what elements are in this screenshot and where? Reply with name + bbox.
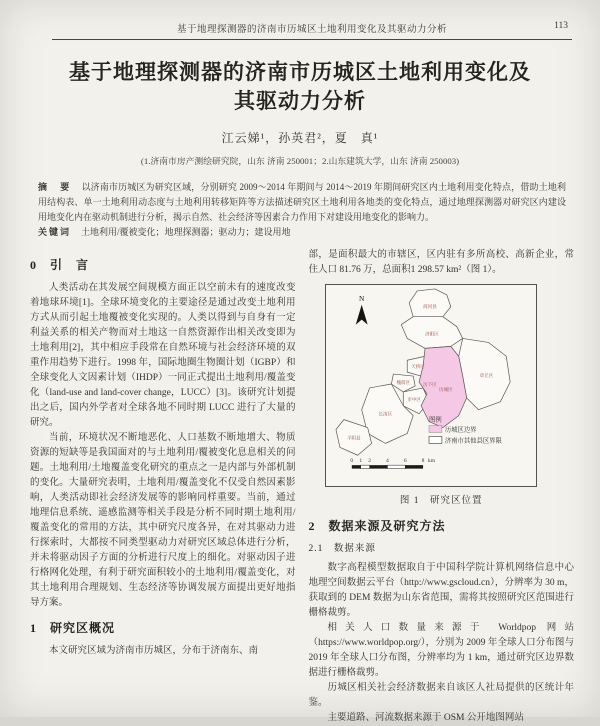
figure-1-study-area-map — [325, 284, 537, 487]
district-label: 平阴县 — [346, 435, 361, 441]
map-legend — [429, 415, 502, 445]
district-label: 历下区 — [422, 381, 437, 387]
section-0-paragraph-2: 当前，环境状况不断地恶化、人口基数不断地增大、物质资源的短缺等是我国面对的与土地利用/覆被变化息息相关的问题。土地利用/土地覆盖变化研究的重点之一是内部与外部机制的变化。大量研究表明，土地利用/覆盖变化不仅受自然因素影响，人类活动即社会经济发展等的影响同样重要。当前，通过地理信息系统、遥感监测等相关手段是分析不同时期土地利用/覆盖变化的常用的方法，其中研究尺度各异，在对其驱动力进行探索时，大都按不同类型驱动力对研究区域总体进行分析，并未将驱动因子方面的分析进行尺度上的细化。对驱动因子进行格网化处理，有利于研究面积较小的土地利用/覆盖变化，对其土地利用合理规划、生态经济等协调发展方面提出更好地指导方案。 — [30, 433, 296, 608]
article-title — [40, 58, 560, 116]
district-label: 槐荫区 — [395, 379, 410, 385]
keywords-text: 土地利用/覆被变化；地理探测器；驱动力；建设用地 — [81, 227, 291, 237]
article-title-line1: 基于地理探测器的济南市历城区土地利用变化及 — [69, 60, 531, 84]
section-2-heading: 2 数据来源及研究方法 — [308, 519, 446, 533]
header-rule — [52, 39, 572, 40]
scale-tick: 6 — [403, 458, 407, 465]
scale-tick: 2 — [367, 458, 371, 465]
keywords-paragraph — [38, 225, 566, 240]
legend-swatch-licheng — [429, 426, 442, 433]
district-label: 长清区 — [378, 411, 392, 417]
authors-line: 江云娣¹，孙英君²，夏 真¹ — [221, 131, 379, 145]
running-head — [52, 0, 572, 40]
page-number: 113 — [554, 21, 568, 31]
right-column — [309, 248, 575, 726]
scale-tick: 1 — [358, 458, 362, 465]
keywords-label: 关键词 — [38, 227, 72, 237]
abstract-label: 摘 要 — [38, 182, 72, 192]
district-label: 章丘区 — [479, 373, 493, 379]
left-column — [30, 248, 296, 726]
abstract-paragraph — [38, 180, 566, 225]
abstract-block — [38, 180, 566, 240]
scale-segment — [360, 465, 369, 468]
scale-tick: 4 — [385, 458, 389, 465]
legend-title: 图例 — [428, 416, 442, 424]
scale-unit: km — [427, 458, 435, 465]
body-columns — [30, 248, 574, 726]
scale-segment — [405, 465, 423, 468]
figure-1-caption: 图 1 研究区位置 — [399, 496, 483, 506]
north-arrow-label: N — [358, 293, 364, 303]
section-2-paragraph-4: 主要道路、河流数据来源于 OSM 公开地图网站 — [327, 713, 524, 723]
section-1-continuation: 部，是面积最大的市辖区，区内驻有多所高校、高新企业，常住人口 81.76 万，总面积1 298.57 km²（图 1）。 — [308, 250, 574, 275]
scale-bar — [350, 458, 435, 468]
district-label: 济阳区 — [424, 331, 439, 337]
affiliation-line: (1.济南市房产测绘研究院，山东 济南 250001；2.山东建筑大学，山东 济南 250003) — [140, 156, 460, 166]
section-2-paragraph-1: 数字高程模型数据取自于中国科学院计算机网络信息中心地理空间数据云平台（http://www.gscloud.cn），分辨率为 30 m，获取到的 DEM 数据为山东省范围，需将其按照研究区范围进行栅格裁剪。 — [308, 563, 574, 618]
running-head-title: 基于地理探测器的济南市历城区土地利用变化及其驱动力分析 — [176, 25, 447, 35]
abstract-text: 以济南市历城区为研究区域，分别研究 2009～2014 年期间与 2014～2019 年期间研究区内土地利用变化特点，借助土地利用结构表、单一土地利用动态度与土地利用转移矩阵等方法描述研究区土地利用各地类的变化特点，通过地理探测器对研究区内建设用地变化内在驱动机制进行分析，揭示自然、社会经济等因素合力作用下对建设用地变化的影响力。 — [38, 182, 566, 222]
district-label: 市中区 — [406, 396, 421, 402]
scale-segment — [387, 465, 405, 468]
legend-swatch-other — [429, 436, 442, 443]
district-label: 天桥区 — [410, 364, 425, 370]
study-area-map-svg — [326, 285, 534, 480]
section-0-heading: 0 引 言 — [30, 258, 90, 272]
north-arrow-icon — [355, 305, 367, 325]
article-title-line2: 其驱动力分析 — [234, 89, 366, 113]
legend-label-other: 济南市其他县区界限 — [444, 437, 502, 445]
scale-tick: 8 — [421, 458, 424, 465]
section-1-heading: 1 研究区概况 — [30, 621, 116, 635]
section-2-1-heading: 2.1 数据来源 — [308, 544, 376, 554]
scale-segment — [369, 465, 387, 468]
scale-segment — [351, 465, 360, 468]
district-label: 历城区 — [438, 386, 453, 392]
district-label: 商河县 — [422, 303, 437, 309]
scale-tick: 0 — [349, 458, 353, 465]
section-1-paragraph-1: 本文研究区域为济南市历城区，分布于济南东、南 — [49, 646, 259, 656]
legend-label-licheng: 历城区边界 — [444, 426, 476, 434]
section-2-paragraph-3: 历城区相关社会经济数据来自该区人社局提供的区统计年鉴。 — [308, 683, 574, 708]
section-2-paragraph-2: 相关人口数量来源于 Worldpop 网站（https://www.worldpop.org/），分别为 2009 年全球人口分布图与 2019 年全球人口分布图，分辨率均为 1 km，通过研究区边界数据进行栅格裁剪。 — [308, 623, 574, 678]
section-0-paragraph-1: 人类活动在其发展空间规模方面正以空前未有的速度改变着地球环境[1]。全球环境变化的主要途径是通过改变土地利用方式从而引起土地覆被变化实现的。人类以得到与自身有一定利益关系的相关产物而对土地这一自然资源作出相关改变即为土地利用[2]，其中相应手段常在自然环境与社会经济环境的双重作用趋势下进行。1998 年，国际地圈生物圈计划（IGBP）和全球变化人文因素计划（IHDP）一同正式提出土地利用/覆盖变化（land-use and land-cover change，LUCC）[3]。该研究计划提出之后，国内外学者对全球各地不同时期 LUCC 进行了大量的研究。 — [30, 283, 296, 428]
